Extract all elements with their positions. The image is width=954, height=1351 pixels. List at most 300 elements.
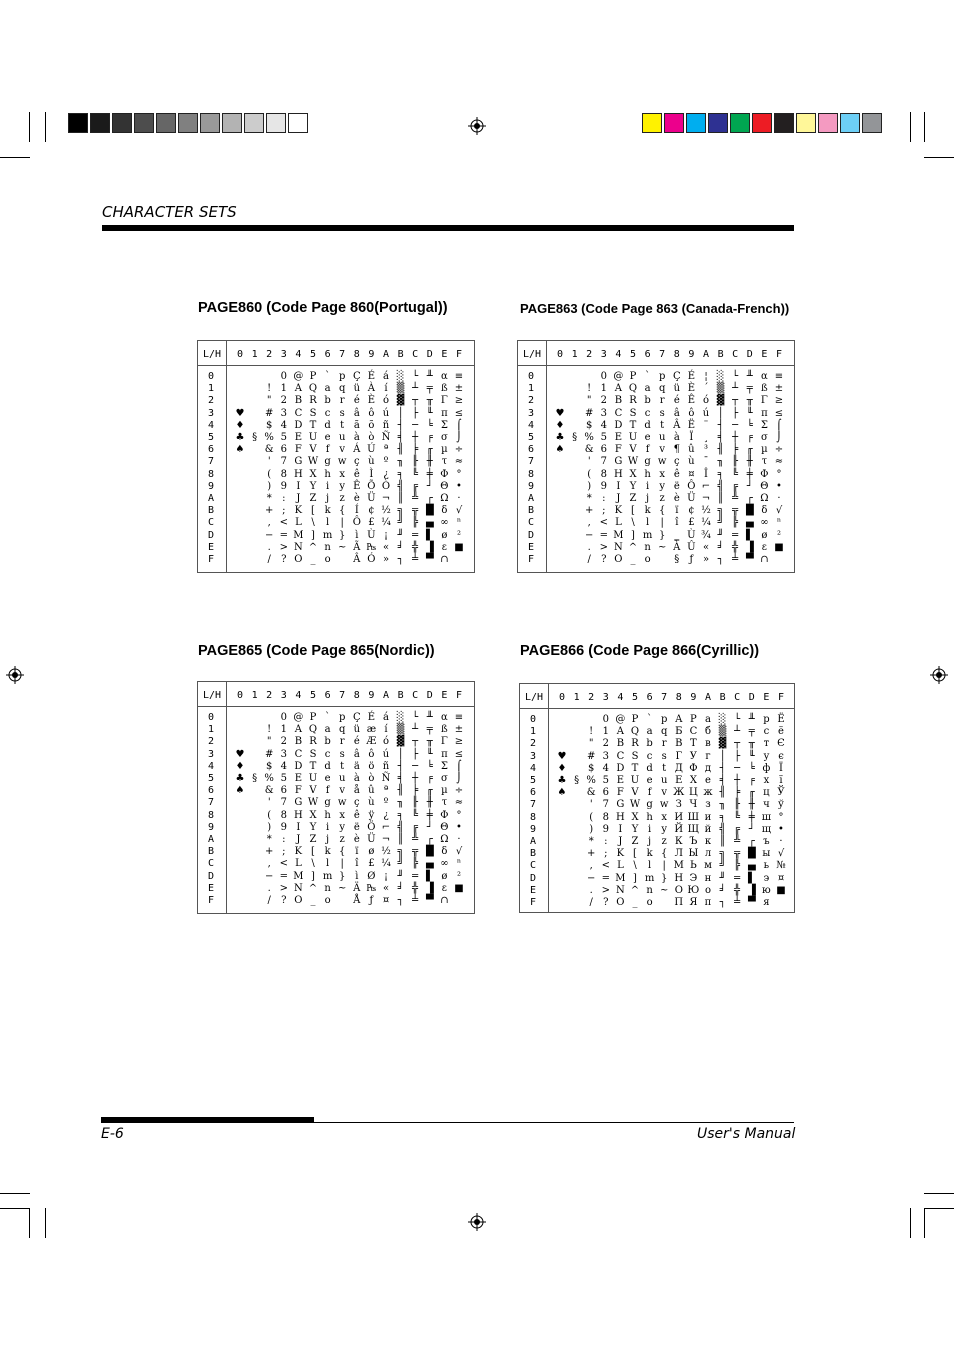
- gray-swatch: [112, 113, 132, 133]
- char-cell: ╤: [426, 724, 433, 736]
- char-cell: °: [456, 468, 462, 480]
- char-cell: ╤: [426, 383, 433, 395]
- char-cell: ╟: [732, 456, 739, 468]
- char-cell: Φ: [760, 468, 769, 480]
- char-cell: t: [662, 762, 667, 774]
- char-cell: 4: [280, 419, 287, 431]
- column-header: B: [397, 690, 404, 701]
- char-cell: ┴: [412, 724, 419, 736]
- char-cell: ╕: [719, 811, 726, 823]
- char-cell: v: [659, 444, 666, 456]
- char-cell: Â: [673, 419, 681, 431]
- char-cell: ╣: [719, 823, 726, 835]
- row-header: A: [208, 493, 215, 504]
- char-cell: Ü: [367, 493, 376, 504]
- column-header: 7: [339, 349, 346, 360]
- column-header: 0: [558, 692, 566, 703]
- char-cell: S: [309, 407, 317, 419]
- char-cell: ⁿ: [776, 517, 782, 529]
- char-cell: ┴: [412, 383, 419, 395]
- char-cell: !: [589, 726, 594, 738]
- char-cell: A: [616, 726, 624, 738]
- char-cell: [: [631, 505, 635, 517]
- color-swatch: [818, 113, 838, 133]
- column-header: 6: [644, 349, 651, 360]
- char-cell: T: [631, 762, 639, 774]
- char-cell: A: [294, 383, 302, 395]
- char-cell: ò: [368, 432, 375, 443]
- char-cell: ╝: [397, 858, 404, 870]
- char-cell: Ô: [352, 517, 361, 529]
- char-cell: !: [267, 383, 272, 395]
- char-cell: ў: [778, 799, 784, 811]
- char-cell: ^: [308, 882, 318, 894]
- row-header: 4: [208, 419, 215, 431]
- char-cell: K: [294, 505, 303, 517]
- char-cell: 6: [280, 785, 287, 797]
- row-header: 1: [208, 383, 215, 395]
- color-swatch: [752, 113, 772, 133]
- char-cell: └: [734, 714, 741, 725]
- char-cell: /: [267, 554, 271, 565]
- char-cell: i: [325, 821, 330, 833]
- char-cell: o: [324, 895, 331, 906]
- char-cell: ƒ: [369, 895, 374, 906]
- char-cell: ?: [603, 897, 609, 908]
- char-cell: 8: [280, 468, 287, 480]
- char-cell: \: [633, 860, 637, 872]
- char-cell: £: [368, 517, 375, 529]
- char-cell: (: [267, 809, 272, 821]
- char-cell: │: [397, 407, 404, 419]
- char-cell: Γ: [440, 395, 448, 407]
- char-cell: ╧: [412, 895, 419, 906]
- char-cell: ì: [355, 529, 359, 541]
- char-cell: Q: [628, 383, 638, 395]
- char-cell: Л: [674, 848, 683, 860]
- char-cell: ±: [774, 383, 784, 395]
- char-cell: ^: [308, 541, 318, 553]
- char-cell: G: [294, 797, 303, 809]
- char-cell: (: [587, 468, 592, 480]
- char-cell: ♠: [557, 787, 567, 799]
- row-header: C: [208, 858, 215, 870]
- row-header: D: [528, 529, 535, 541]
- row-header: B: [208, 846, 215, 858]
- column-header: E: [763, 692, 770, 703]
- char-cell: O: [294, 554, 303, 565]
- char-cell: ): [267, 480, 272, 492]
- char-cell: ♣: [555, 432, 565, 443]
- char-cell: %: [586, 775, 596, 786]
- char-cell: 8: [280, 809, 287, 821]
- char-cell: Ы: [688, 848, 699, 860]
- char-cell: X: [631, 811, 639, 823]
- char-cell: ╞: [734, 787, 741, 799]
- char-cell: 8: [600, 468, 607, 480]
- char-cell: ú: [702, 407, 710, 419]
- char-cell: Q: [308, 724, 318, 736]
- gray-swatch: [90, 113, 110, 133]
- char-cell: ÿ: [368, 809, 375, 821]
- char-cell: ╙: [426, 407, 433, 419]
- char-cell: ▐: [745, 541, 754, 553]
- char-cell: L: [295, 858, 302, 870]
- char-cell: 0: [600, 371, 607, 382]
- char-cell: ♦: [235, 760, 245, 772]
- char-cell: ╥: [426, 736, 433, 748]
- char-cell: W: [629, 799, 641, 811]
- column-header: 2: [266, 349, 273, 360]
- char-cell: Γ: [760, 395, 768, 407]
- char-cell: @: [613, 371, 624, 382]
- char-cell: P: [631, 714, 639, 725]
- char-cell: §: [674, 554, 680, 565]
- row-header: B: [528, 505, 535, 517]
- char-cell: к: [704, 836, 712, 847]
- column-header: A: [382, 690, 390, 701]
- char-cell: ╫: [426, 456, 433, 468]
- char-cell: ╓: [426, 785, 433, 797]
- char-cell: ─: [412, 419, 419, 431]
- char-cell: о: [704, 884, 712, 896]
- char-cell: ì: [355, 870, 359, 882]
- char-cell: ≤: [454, 748, 464, 760]
- char-cell: 3: [280, 748, 287, 760]
- column-header: 3: [600, 349, 607, 360]
- char-cell: п: [704, 897, 712, 908]
- char-cell: õ: [368, 419, 375, 431]
- registration-target-icon: [6, 666, 24, 684]
- char-cell: E: [294, 432, 303, 443]
- char-cell: е: [705, 775, 711, 786]
- char-cell: «: [382, 882, 390, 894]
- char-cell: »: [702, 554, 710, 565]
- column-header: B: [719, 692, 726, 703]
- char-cell: ╥: [746, 395, 753, 407]
- char-cell: «: [382, 541, 390, 553]
- char-cell: ⌡: [456, 773, 462, 784]
- char-cell: ÷: [774, 444, 784, 456]
- char-cell: ┤: [717, 419, 724, 431]
- char-cell: m: [642, 529, 653, 541]
- char-cell: $: [266, 419, 273, 431]
- char-cell: ^: [630, 884, 640, 896]
- char-cell: ä: [353, 760, 360, 772]
- column-header: 7: [659, 349, 666, 360]
- char-cell: ╝: [717, 517, 724, 529]
- char-cell: ë: [353, 821, 360, 833]
- char-cell: Ж: [673, 787, 685, 799]
- char-cell: ╖: [397, 797, 404, 809]
- char-cell: Ì: [369, 468, 374, 480]
- table-row-header-divider: [226, 682, 227, 913]
- char-cell: Ö: [367, 821, 376, 833]
- char-cell: Θ: [440, 821, 449, 833]
- char-cell: X: [309, 809, 317, 821]
- char-cell: ó: [382, 395, 390, 407]
- char-cell: ♥: [235, 748, 245, 760]
- char-cell: 0: [602, 714, 609, 725]
- color-swatch: [774, 113, 794, 133]
- char-cell: m: [322, 529, 333, 541]
- char-cell: ·: [457, 493, 461, 504]
- row-header: 8: [530, 811, 537, 823]
- char-cell: ]: [631, 529, 635, 541]
- char-cell: ô: [688, 407, 695, 419]
- char-cell: ╚: [412, 809, 419, 821]
- char-cell: ε: [441, 882, 447, 894]
- char-cell: ô: [368, 748, 375, 760]
- row-header: 5: [528, 432, 535, 443]
- char-cell: ╒: [746, 432, 753, 443]
- char-cell: B: [294, 395, 303, 407]
- row-header: F: [528, 554, 535, 565]
- char-cell: p: [338, 712, 346, 723]
- char-cell: ÷: [454, 444, 464, 456]
- char-cell: ≡: [454, 371, 464, 382]
- char-cell: ┘: [426, 480, 433, 492]
- char-cell: ░: [718, 714, 727, 725]
- char-cell: Ù: [367, 529, 376, 541]
- column-header: 5: [309, 349, 317, 360]
- char-cell: 3: [600, 407, 607, 419]
- char-cell: #: [584, 407, 594, 419]
- char-cell: ²: [456, 529, 461, 541]
- char-cell: [: [311, 846, 315, 858]
- column-header: 0: [236, 690, 244, 701]
- char-cell: u: [338, 773, 346, 784]
- char-cell: §: [574, 775, 580, 786]
- column-header: 9: [368, 690, 375, 701]
- char-cell: I: [296, 480, 301, 492]
- column-header: F: [455, 690, 463, 701]
- char-cell: Є: [777, 738, 785, 750]
- char-cell: y: [661, 823, 668, 835]
- char-cell: ▄: [747, 860, 756, 872]
- char-cell: a: [324, 383, 331, 395]
- char-cell: ╢: [397, 785, 404, 797]
- char-cell: └: [412, 371, 419, 382]
- char-cell: S: [629, 407, 637, 419]
- char-cell: @: [293, 371, 304, 382]
- char-cell: ª: [383, 444, 389, 456]
- char-cell: µ: [441, 444, 448, 456]
- char-cell: k: [646, 848, 653, 860]
- char-cell: s: [661, 750, 667, 762]
- char-cell: Ю: [687, 884, 700, 896]
- char-cell: ╝: [719, 860, 726, 872]
- char-cell: z: [661, 836, 667, 847]
- char-cell: 0: [280, 712, 287, 723]
- char-cell: ♥: [557, 750, 567, 762]
- char-cell: o: [644, 554, 651, 565]
- row-header: 1: [530, 726, 537, 738]
- char-cell: ▌: [747, 872, 756, 884]
- char-cell: Ï: [689, 432, 694, 443]
- color-swatch: [840, 113, 860, 133]
- char-cell: ⁿ: [456, 517, 462, 529]
- char-cell: À: [367, 383, 375, 395]
- char-cell: P: [629, 371, 637, 382]
- char-cell: █: [745, 505, 754, 517]
- char-cell: й: [704, 823, 712, 835]
- char-cell: Ü: [367, 834, 376, 845]
- char-cell: Ш: [687, 811, 700, 823]
- char-cell: −: [584, 529, 594, 541]
- char-cell: }: [661, 872, 668, 884]
- char-cell: =: [601, 872, 610, 884]
- char-cell: H: [294, 809, 303, 821]
- char-cell: ≈: [454, 797, 464, 809]
- char-cell: /: [587, 554, 591, 565]
- char-cell: ▀: [425, 895, 434, 906]
- char-cell: >: [599, 541, 608, 553]
- char-cell: ╕: [397, 468, 404, 480]
- char-cell: ╬: [734, 884, 741, 896]
- char-cell: P: [309, 371, 317, 382]
- row-header: 8: [208, 809, 215, 821]
- row-header: D: [208, 529, 215, 541]
- char-cell: %: [264, 773, 274, 784]
- column-header: F: [777, 692, 785, 703]
- char-cell: •: [778, 823, 784, 835]
- char-cell: 2: [600, 395, 607, 407]
- registration-target-icon: [468, 117, 486, 135]
- char-cell: z: [339, 834, 345, 845]
- char-cell: Ø: [367, 870, 376, 882]
- char-cell: b: [644, 395, 651, 407]
- char-cell: ┴: [732, 383, 739, 395]
- char-cell: ╓: [748, 787, 755, 799]
- char-cell: Q: [630, 726, 640, 738]
- table-corner-label: L/H: [525, 692, 544, 703]
- char-cell: ≥: [454, 395, 464, 407]
- char-cell: I: [618, 823, 623, 835]
- char-cell: !: [267, 724, 272, 736]
- table-title-page866: PAGE866 (Code Page 866(Cyrillic)): [520, 643, 760, 659]
- row-header: E: [530, 884, 537, 896]
- table-corner-label: L/H: [523, 349, 542, 360]
- char-cell: Ô: [687, 480, 696, 492]
- char-cell: |: [340, 858, 344, 870]
- row-header: C: [530, 860, 537, 872]
- column-header: 6: [646, 692, 653, 703]
- column-header: 7: [339, 690, 346, 701]
- char-cell: α: [441, 712, 448, 723]
- char-cell: ч: [763, 799, 770, 811]
- char-cell: ú: [382, 407, 390, 419]
- char-cell: Ç: [672, 371, 681, 382]
- char-cell: ╙: [426, 748, 433, 760]
- char-cell: ┼: [732, 432, 739, 443]
- column-header: 4: [295, 690, 302, 701]
- char-cell: 1: [280, 383, 287, 395]
- char-cell: ╜: [717, 529, 724, 541]
- char-cell: ─: [734, 762, 741, 774]
- char-cell: ¬: [381, 834, 391, 845]
- char-cell: А: [675, 714, 683, 725]
- char-cell: ╨: [426, 371, 433, 382]
- char-cell: j: [646, 493, 650, 504]
- char-cell: c: [324, 407, 331, 419]
- char-cell: ╠: [412, 858, 419, 870]
- char-cell: ∞: [440, 858, 449, 870]
- char-cell: Ä: [353, 882, 361, 894]
- char-cell: Ã: [353, 541, 361, 553]
- char-cell: G: [616, 799, 625, 811]
- char-cell: &: [584, 444, 594, 456]
- char-cell: ╜: [719, 872, 726, 884]
- char-cell: 2: [602, 738, 609, 750]
- char-cell: \: [631, 517, 635, 529]
- char-cell: 4: [602, 762, 609, 774]
- char-cell: г: [705, 750, 711, 762]
- char-cell: h: [646, 811, 653, 823]
- char-cell: È: [687, 383, 696, 395]
- char-cell: f: [647, 787, 652, 799]
- char-cell: V: [629, 444, 637, 456]
- char-cell: ▓: [718, 738, 727, 750]
- char-cell: >: [279, 541, 288, 553]
- char-cell: ▒: [396, 383, 405, 395]
- char-cell: 7: [280, 456, 287, 468]
- char-cell: *: [266, 493, 272, 504]
- char-cell: Я: [689, 897, 698, 908]
- row-header: 0: [530, 714, 537, 725]
- char-cell: ñ: [382, 760, 390, 772]
- char-cell: X: [309, 468, 317, 480]
- char-cell: ⌐: [701, 480, 711, 492]
- char-cell: ▒: [716, 383, 725, 395]
- char-cell: n: [324, 882, 331, 894]
- char-cell: ♠: [235, 785, 245, 797]
- char-cell: ?: [281, 554, 287, 565]
- char-cell: Ê: [687, 395, 696, 407]
- char-cell: ç: [673, 456, 680, 468]
- char-cell: ╘: [426, 419, 433, 431]
- column-header: 5: [309, 690, 317, 701]
- char-cell: s: [339, 748, 345, 760]
- char-cell: ╟: [412, 456, 419, 468]
- char-cell: w: [337, 797, 347, 809]
- char-cell: ²: [456, 870, 461, 882]
- char-cell: x: [661, 811, 667, 823]
- column-header: E: [441, 690, 448, 701]
- char-cell: ╫: [746, 456, 753, 468]
- char-cell: ⌠: [456, 760, 462, 772]
- char-cell: х: [763, 775, 770, 786]
- char-cell: δ: [441, 505, 448, 517]
- char-cell: 3: [602, 750, 609, 762]
- char-cell: Ц: [689, 787, 698, 799]
- char-cell: 6: [602, 787, 609, 799]
- char-cell: Х: [689, 775, 697, 786]
- char-cell: ü: [353, 724, 361, 736]
- char-cell: ╬: [412, 882, 419, 894]
- char-cell: ): [267, 821, 272, 833]
- char-cell: +: [264, 846, 274, 858]
- char-cell: ╨: [426, 712, 433, 723]
- char-cell: ╞: [732, 444, 739, 456]
- char-cell: б: [704, 726, 712, 738]
- char-cell: t: [340, 419, 345, 431]
- char-cell: ♥: [235, 407, 245, 419]
- char-cell: *: [266, 834, 272, 845]
- char-cell: ⌠: [456, 419, 462, 431]
- char-cell: ╧: [734, 897, 741, 908]
- char-cell: O: [614, 554, 623, 565]
